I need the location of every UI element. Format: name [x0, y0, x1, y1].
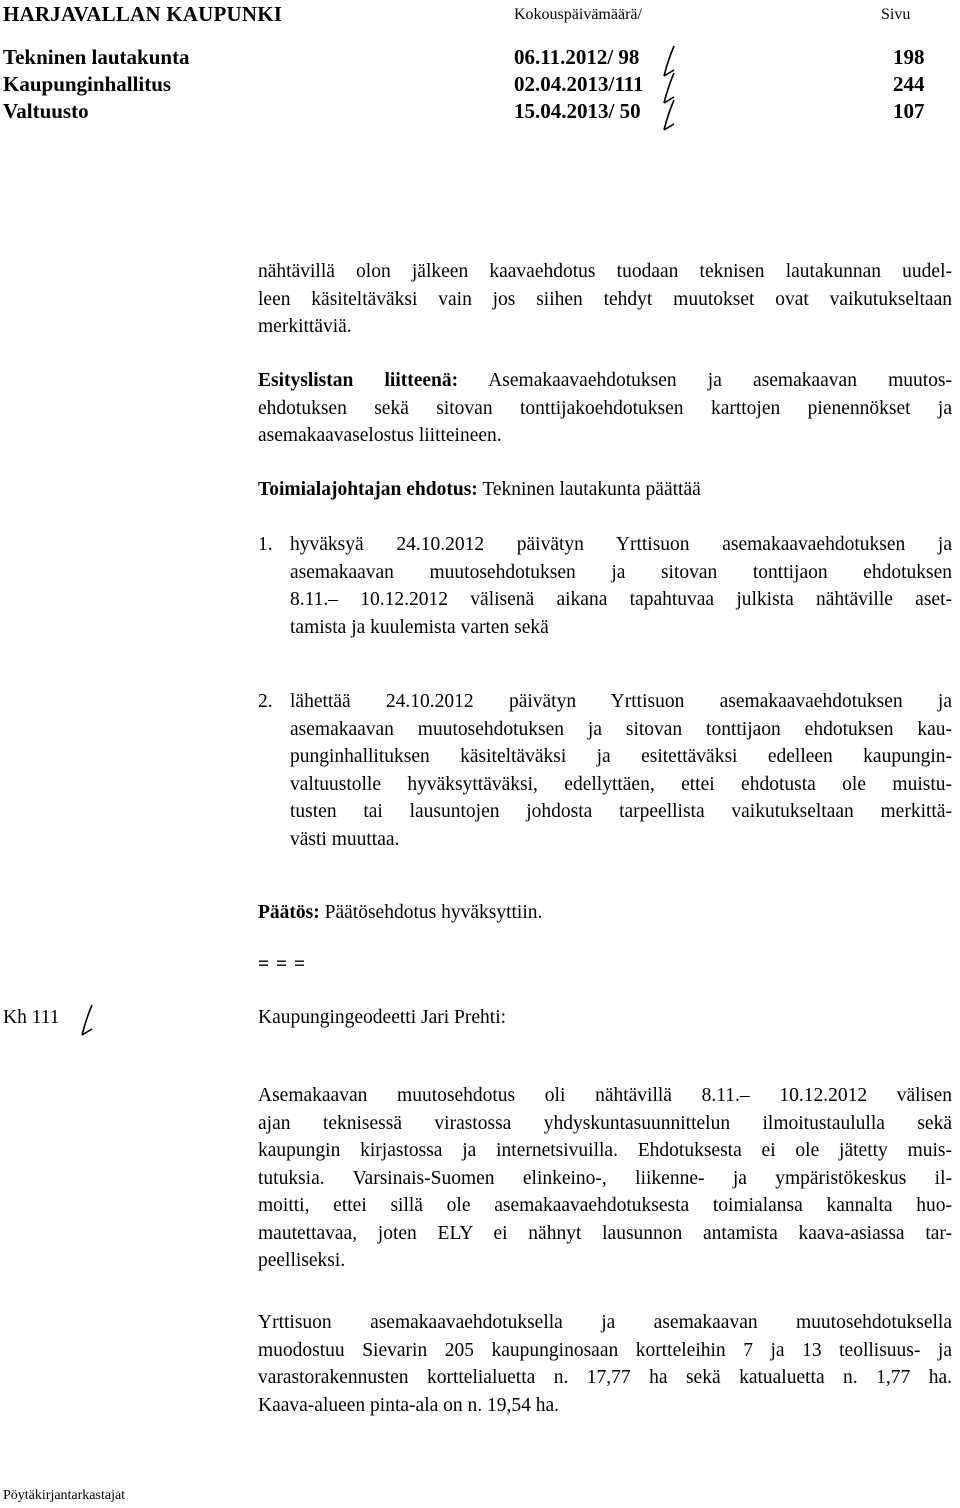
proposal-heading [258, 476, 952, 504]
intro-paragraph [258, 258, 952, 341]
proposal-text: Tekninen lautakunta päättää [482, 479, 701, 500]
attachment-text: Asemakaavaehdotuksen ja asemakaavan muutos- [488, 370, 952, 391]
separator: = = = [258, 954, 307, 975]
meeting-ref: 02.04.2013/111 [514, 72, 644, 96]
meeting-page: 198 [893, 45, 925, 69]
text-line: asemakaavan muutosehdotuksen ja sitovan tonttijaon ehdotuksen [290, 561, 952, 583]
meeting-body: Kaupunginhallitus [3, 72, 172, 96]
text-line: kaupungin kirjastossa ja internetsivuilla. Ehdotuksesta ei ole jätetty muis- [258, 1140, 952, 1161]
page-column-label: Sivu [881, 6, 911, 23]
text-line: asemakaavaselostus liitteineen. [258, 425, 502, 446]
attachment-paragraph [258, 367, 952, 450]
text-line: punginhallituksen käsiteltäväksi ja esitettäväksi edelleen kaupungin- [290, 746, 952, 767]
decision-label: Päätös: [258, 902, 320, 923]
text-line: hyväksyä 24.10.2012 päivätyn Yrttisuon asemakaavaehdotuksen ja [290, 534, 952, 555]
item-1-paragraph [290, 531, 952, 641]
decision-paragraph [258, 899, 952, 927]
text-line: västi muuttaa. [290, 828, 400, 850]
meeting-body: Valtuusto [3, 99, 89, 123]
text-line: valtuustolle hyväksyttäväksi, edellyttäen, ettei ehdotusta ole muistu- [290, 773, 952, 795]
kh-paragraph-1 [258, 1082, 952, 1275]
meeting-body: Tekninen lautakunta [3, 45, 190, 69]
text-line: leen käsiteltäväksi vain jos siihen tehdyt muutokset ovat vaikutukseltaan [258, 288, 952, 310]
section-sign-icon [80, 1003, 94, 1039]
text-line: lähettää 24.10.2012 päivätyn Yrttisuon asemakaavaehdotuksen ja [290, 691, 952, 712]
attachment-label: Esityslistan liitteenä: [258, 370, 459, 391]
text-line: tutuksia. Varsinais-Suomen elinkeino-, liikenne- ja ympäristökeskus il- [258, 1167, 952, 1189]
text-line [258, 476, 952, 504]
text-line: mautettavaa, joten ELY ei nähnyt lausunnon antamista kaava-asiassa tar- [258, 1222, 952, 1244]
text-line: ajan teknisessä virastossa yhdyskuntasuunnittelun ilmoitustaululla sekä [258, 1112, 952, 1134]
text-line: Kaava-alueen pinta-ala on n. 19,54 ha. [258, 1394, 560, 1416]
proposal-label: Toimialajohtajan ehdotus: [258, 479, 478, 500]
meeting-ref: 15.04.2013/ 50 [514, 99, 641, 123]
meeting-ref: 06.11.2012/ 98 [514, 45, 640, 69]
text-line: merkittäviä. [258, 316, 352, 337]
text-line: muodostuu Sievarin 205 kaupunginosaan kortteleihin 7 ja 13 teollisuus- ja [258, 1339, 952, 1361]
text-line: nähtävillä olon jälkeen kaavaehdotus tuodaan teknisen lautakunnan uudel- [258, 261, 952, 282]
item-number: 2. [258, 691, 273, 712]
kh-label: Kh 111 [3, 1007, 60, 1028]
footer-label: Pöytäkirjantarkastajat [3, 1488, 126, 1503]
text-line: asemakaavan muutosehdotuksen ja sitovan tonttijaon ehdotuksen kau- [290, 718, 952, 740]
text-line: Asemakaavan muutosehdotus oli nähtävillä 8.11.– 10.12.2012 välisen [258, 1085, 952, 1106]
kh-paragraph-2 [258, 1309, 952, 1419]
text-line: peelliseksi. [258, 1250, 346, 1271]
item-number: 1. [258, 534, 273, 555]
text-line: moitti, ettei sillä ole asemakaavaehdotuksesta toimialansa kannalta huo- [258, 1195, 952, 1216]
section-sign-icon [662, 98, 676, 134]
meeting-page: 107 [893, 99, 925, 123]
text-line [258, 367, 952, 395]
organization-name: HARJAVALLAN KAUPUNKI [3, 2, 283, 26]
kh-title: Kaupungingeodeetti Jari Prehti: [258, 1007, 507, 1028]
date-column-label: Kokouspäivämäärä/ [514, 6, 642, 23]
text-line: varastorakennusten korttelialuetta n. 17,77 ha sekä katualuetta n. 1,77 ha. [258, 1367, 952, 1388]
text-line: Yrttisuon asemakaavaehdotuksella ja asemakaavan muutosehdotuksella [258, 1312, 952, 1333]
meeting-page: 244 [893, 72, 925, 96]
text-line: tamista ja kuulemista varten sekä [290, 616, 549, 638]
text-line: tusten tai lausuntojen johdosta tarpeellista vaikutukseltaan merkittä- [290, 801, 952, 822]
text-line: ehdotuksen sekä sitovan tonttijakoehdotuksen karttojen pienennökset ja [258, 397, 952, 419]
decision-text: Päätösehdotus hyväksyttiin. [324, 902, 543, 923]
item-2-paragraph [290, 688, 952, 853]
text-line: 8.11.– 10.12.2012 välisenä aikana tapahtuvaa julkista nähtäville aset- [290, 589, 952, 610]
text-line [258, 899, 952, 927]
